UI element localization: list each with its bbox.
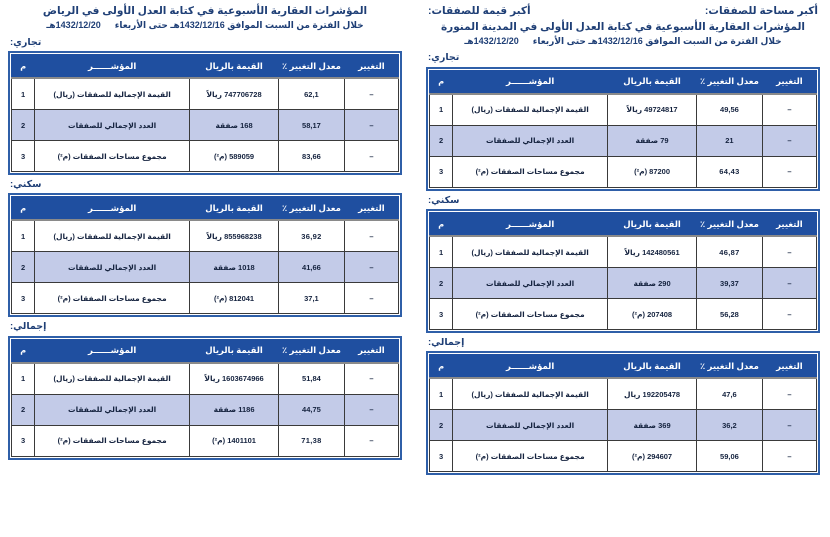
cell-num: 1 [12, 363, 35, 395]
col-rate: معدل التغيير ٪ [697, 355, 763, 379]
cell-change: – [762, 410, 816, 441]
col-indicator: المؤشــــــر [35, 197, 190, 221]
col-rate: معدل التغيير ٪ [697, 70, 763, 94]
cell-indicator: مجموع مساحات الصفقات (م²) [35, 283, 190, 314]
cell-num: 1 [430, 236, 453, 268]
table-row [430, 236, 817, 268]
cell-num: 3 [12, 283, 35, 314]
col-change: التغيير [762, 213, 816, 237]
table-row [430, 156, 817, 187]
cell-change: – [762, 441, 816, 472]
cell-indicator: مجموع مساحات الصفقات (م²) [35, 141, 190, 172]
col-change: التغيير [344, 55, 398, 79]
cell-change: – [344, 283, 398, 314]
cell-indicator: العدد الإجمالي للصفقات [453, 125, 608, 156]
cell-num: 2 [12, 110, 35, 141]
cell-num: 3 [12, 141, 35, 172]
col-rate: معدل التغيير ٪ [279, 339, 345, 363]
cell-indicator: العدد الإجمالي للصفقات [35, 394, 190, 425]
col-value: القيمة بالريال [608, 355, 697, 379]
cell-value: 1018 صفقة [190, 252, 279, 283]
table-row [12, 252, 399, 283]
col-num: م [12, 55, 35, 79]
madinah-period-end: 1432/12/20هـ [464, 35, 519, 46]
cell-rate: 36,2 [697, 410, 763, 441]
cell-indicator: العدد الإجمالي للصفقات [35, 110, 190, 141]
cell-rate: 62,1 [279, 78, 345, 110]
madinah-residential-table-frame [426, 209, 820, 333]
cell-value: 1186 صفقة [190, 394, 279, 425]
cell-value: 87200 (م²) [608, 156, 697, 187]
cell-num: 2 [12, 252, 35, 283]
riyadh-residential-section [8, 179, 402, 317]
cell-num: 2 [430, 268, 453, 299]
cell-value: 168 صفقة [190, 110, 279, 141]
cell-num: 1 [430, 94, 453, 126]
table-header-row [12, 339, 399, 363]
cell-rate: 36,92 [279, 220, 345, 252]
cell-num: 3 [430, 156, 453, 187]
cell-change: – [344, 394, 398, 425]
riyadh-total-label: إجمالي: [10, 321, 47, 333]
table-row [12, 78, 399, 110]
cell-change: – [762, 125, 816, 156]
cell-indicator: العدد الإجمالي للصفقات [35, 252, 190, 283]
col-change: التغيير [344, 197, 398, 221]
table-header-row [12, 197, 399, 221]
riyadh-residential-label: سكني: [10, 179, 42, 191]
cell-change: – [762, 268, 816, 299]
table-row [12, 425, 399, 456]
madinah-residential-label: سكني: [428, 194, 460, 206]
riyadh-commercial-table-frame [8, 51, 402, 175]
cell-rate: 44,75 [279, 394, 345, 425]
riyadh-panel [0, 0, 414, 537]
cell-num: 2 [12, 394, 35, 425]
riyadh-total-section [8, 321, 402, 459]
madinah-total-label: إجمالي: [428, 337, 465, 349]
madinah-title: المؤشرات العقارية الأسبوعية في كتابة العدل الأولى في المدينة المنورة [440, 20, 806, 33]
cell-value: 747706728 ريالاً [190, 78, 279, 110]
cell-num: 3 [12, 425, 35, 456]
cell-indicator: مجموع مساحات الصفقات (م²) [453, 156, 608, 187]
cell-num: 1 [12, 78, 35, 110]
table-row [430, 299, 817, 330]
cell-indicator: القيمة الإجمالية للصفقات (ريال) [35, 78, 190, 110]
madinah-residential-section [426, 195, 820, 333]
cell-value: 812041 (م²) [190, 283, 279, 314]
cell-indicator: القيمة الإجمالية للصفقات (ريال) [453, 94, 608, 126]
cell-value: 192205478 ريال [608, 378, 697, 410]
madinah-period [426, 35, 820, 49]
col-indicator: المؤشــــــر [453, 70, 608, 94]
riyadh-residential-table [11, 196, 399, 314]
col-indicator: المؤشــــــر [35, 339, 190, 363]
largest-area-label: أكبر مساحة للصفقات: [704, 5, 818, 17]
table-row [12, 394, 399, 425]
table-header-row [430, 70, 817, 94]
cell-value: 1603674966 ريالاً [190, 363, 279, 395]
cell-change: – [762, 94, 816, 126]
cell-rate: 58,17 [279, 110, 345, 141]
riyadh-period [8, 19, 402, 33]
cell-rate: 51,84 [279, 363, 345, 395]
cell-value: 369 صفقة [608, 410, 697, 441]
col-change: التغيير [762, 70, 816, 94]
table-header-row [430, 213, 817, 237]
madinah-commercial-table-frame [426, 67, 820, 191]
cell-num: 3 [430, 299, 453, 330]
cell-rate: 41,66 [279, 252, 345, 283]
table-row [430, 441, 817, 472]
cell-rate: 49,56 [697, 94, 763, 126]
col-num: م [12, 197, 35, 221]
col-num: م [430, 70, 453, 94]
cell-rate: 71,38 [279, 425, 345, 456]
cell-num: 3 [430, 441, 453, 472]
cell-value: 207408 (م²) [608, 299, 697, 330]
cell-rate: 64,43 [697, 156, 763, 187]
cell-value: 294607 (م²) [608, 441, 697, 472]
col-indicator: المؤشــــــر [35, 55, 190, 79]
riyadh-heading [8, 4, 402, 33]
madinah-panel [414, 0, 830, 537]
madinah-commercial-table [429, 70, 817, 188]
cell-indicator: مجموع مساحات الصفقات (م²) [453, 441, 608, 472]
cell-rate: 39,37 [697, 268, 763, 299]
cell-rate: 47,6 [697, 378, 763, 410]
col-rate: معدل التغيير ٪ [279, 55, 345, 79]
cell-change: – [762, 299, 816, 330]
cell-rate: 56,28 [697, 299, 763, 330]
madinah-period-start: خلال الفترة من السبت الموافق 1432/12/16هـ حتى الأربعاء [532, 35, 782, 46]
madinah-commercial-label: تجاري: [428, 52, 460, 64]
table-header-row [12, 55, 399, 79]
cell-indicator: العدد الإجمالي للصفقات [453, 268, 608, 299]
col-change: التغيير [762, 355, 816, 379]
riyadh-residential-table-frame [8, 193, 402, 317]
table-row [430, 268, 817, 299]
cell-rate: 21 [697, 125, 763, 156]
cell-change: – [344, 220, 398, 252]
cell-value: 855968238 ريالاً [190, 220, 279, 252]
cell-change: – [762, 378, 816, 410]
cell-rate: 83,66 [279, 141, 345, 172]
table-row [430, 378, 817, 410]
cell-num: 2 [430, 125, 453, 156]
table-row [430, 410, 817, 441]
madinah-commercial-section [426, 52, 820, 190]
cell-rate: 59,06 [697, 441, 763, 472]
table-header-row [430, 355, 817, 379]
table-row [12, 220, 399, 252]
madinah-top-labels [426, 4, 820, 20]
cell-indicator: القيمة الإجمالية للصفقات (ريال) [35, 363, 190, 395]
riyadh-commercial-label: تجاري: [10, 36, 42, 48]
madinah-heading [426, 20, 820, 49]
riyadh-title: المؤشرات العقارية الأسبوعية في كتابة العدل الأولى في الرياض [42, 5, 368, 17]
cell-num: 2 [430, 410, 453, 441]
cell-value: 79 صفقة [608, 125, 697, 156]
cell-value: 589059 (م²) [190, 141, 279, 172]
madinah-total-table-frame [426, 351, 820, 475]
cell-value: 1401101 (م²) [190, 425, 279, 456]
cell-num: 1 [12, 220, 35, 252]
riyadh-commercial-section [8, 37, 402, 175]
col-num: م [430, 355, 453, 379]
cell-rate: 46,87 [697, 236, 763, 268]
cell-change: – [344, 110, 398, 141]
col-change: التغيير [344, 339, 398, 363]
col-value: القيمة بالريال [190, 55, 279, 79]
cell-change: – [762, 156, 816, 187]
col-num: م [430, 213, 453, 237]
cell-indicator: مجموع مساحات الصفقات (م²) [35, 425, 190, 456]
cell-change: – [344, 425, 398, 456]
largest-value-label: أكبر قيمة للصفقات: [428, 5, 531, 17]
cell-change: – [344, 78, 398, 110]
col-indicator: المؤشــــــر [453, 355, 608, 379]
cell-indicator: العدد الإجمالي للصفقات [453, 410, 608, 441]
table-row [12, 283, 399, 314]
madinah-total-section [426, 337, 820, 475]
riyadh-total-table-frame [8, 336, 402, 460]
cell-indicator: القيمة الإجمالية للصفقات (ريال) [453, 378, 608, 410]
col-num: م [12, 339, 35, 363]
cell-value: 49724817 ريالاً [608, 94, 697, 126]
riyadh-period-start: خلال الفترة من السبت الموافق 1432/12/16هـ حتى الأربعاء [114, 20, 364, 31]
col-value: القيمة بالريال [190, 197, 279, 221]
table-row [12, 363, 399, 395]
col-value: القيمة بالريال [608, 213, 697, 237]
riyadh-period-end: 1432/12/20هـ [46, 20, 101, 31]
cell-indicator: مجموع مساحات الصفقات (م²) [453, 299, 608, 330]
cell-change: – [344, 141, 398, 172]
madinah-total-table [429, 354, 817, 472]
table-row [12, 141, 399, 172]
riyadh-total-table [11, 339, 399, 457]
col-value: القيمة بالريال [608, 70, 697, 94]
col-rate: معدل التغيير ٪ [279, 197, 345, 221]
madinah-residential-table [429, 212, 817, 330]
table-row [430, 125, 817, 156]
cell-value: 142480561 ريالاً [608, 236, 697, 268]
col-indicator: المؤشــــــر [453, 213, 608, 237]
table-row [430, 94, 817, 126]
cell-change: – [344, 252, 398, 283]
cell-value: 290 صفقة [608, 268, 697, 299]
cell-rate: 37,1 [279, 283, 345, 314]
col-value: القيمة بالريال [190, 339, 279, 363]
cell-change: – [344, 363, 398, 395]
riyadh-commercial-table [11, 54, 399, 172]
table-row [12, 110, 399, 141]
cell-indicator: القيمة الإجمالية للصفقات (ريال) [35, 220, 190, 252]
cell-indicator: القيمة الإجمالية للصفقات (ريال) [453, 236, 608, 268]
col-rate: معدل التغيير ٪ [697, 213, 763, 237]
cell-num: 1 [430, 378, 453, 410]
cell-change: – [762, 236, 816, 268]
